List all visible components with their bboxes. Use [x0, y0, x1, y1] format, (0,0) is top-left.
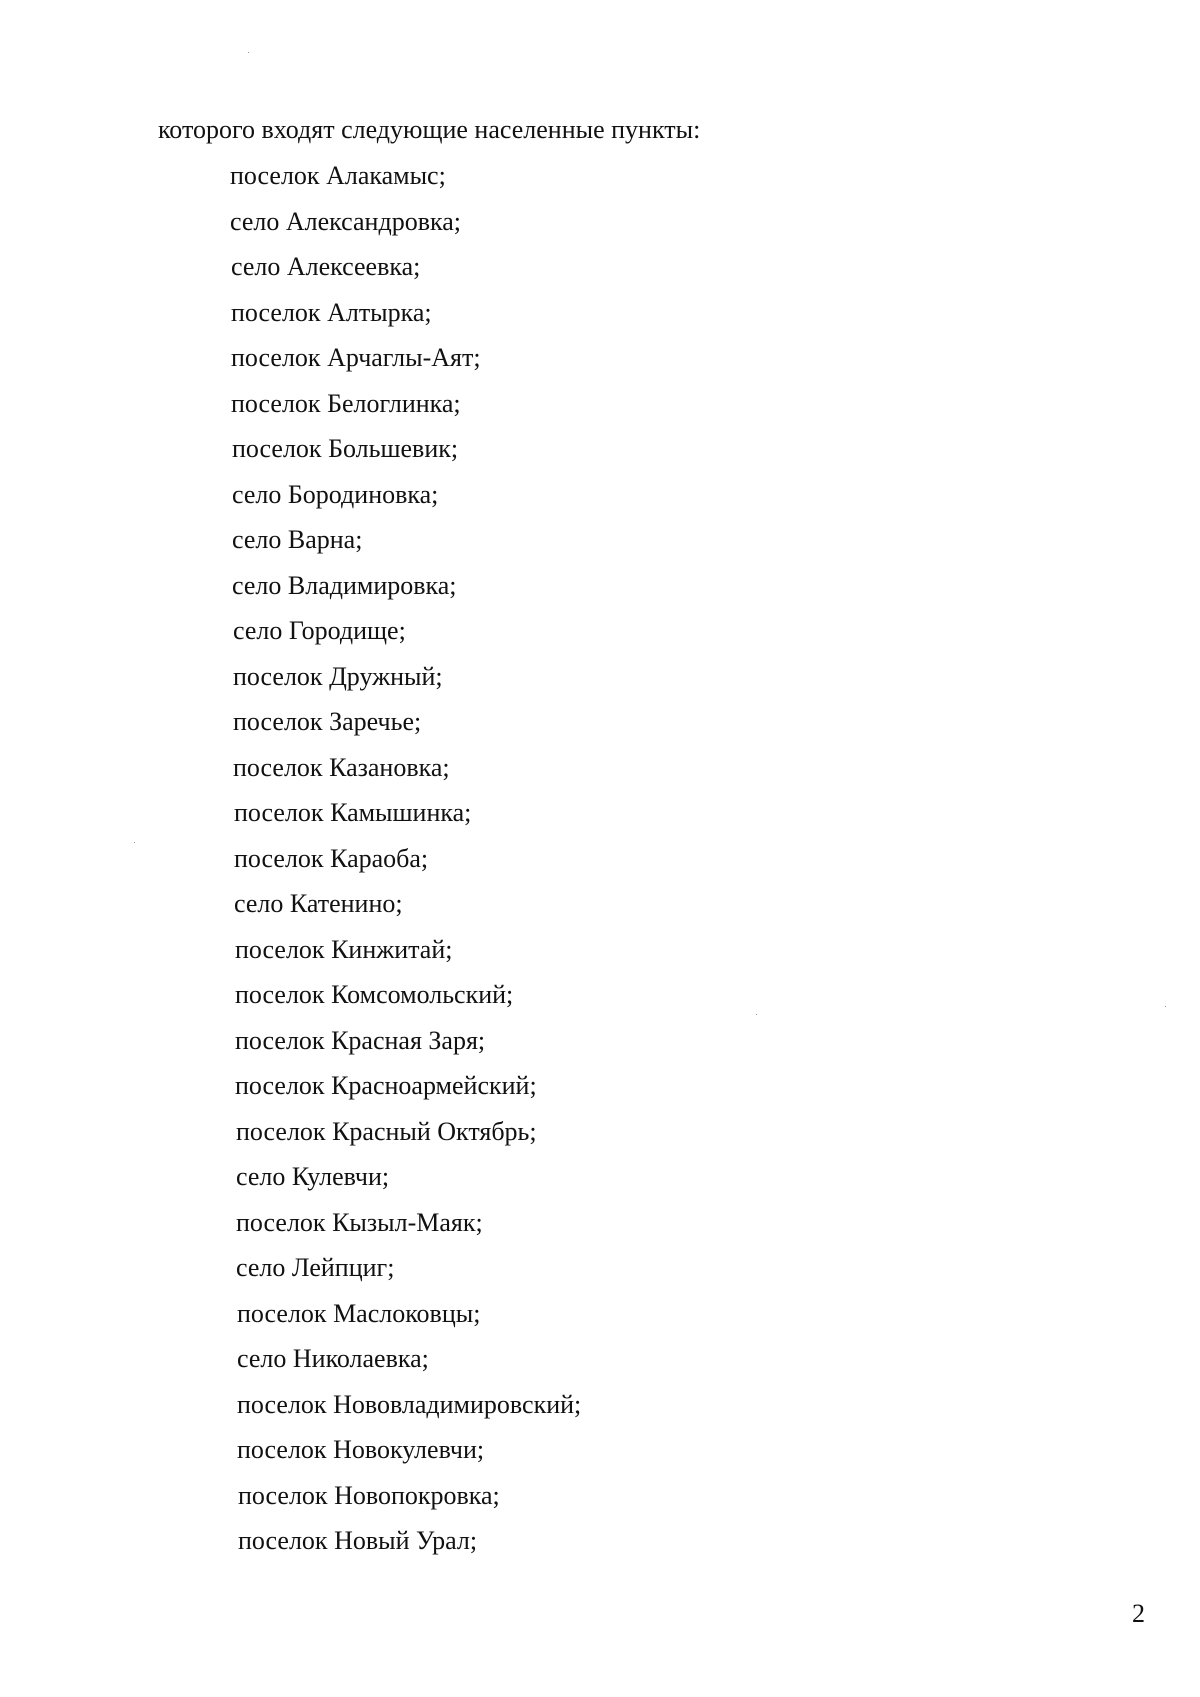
list-item: поселок Красный Октябрь; [236, 1116, 537, 1146]
list-item: поселок Кинжитай; [235, 934, 453, 964]
list-item: поселок Кызыл-Маяк; [236, 1207, 483, 1237]
list-item: поселок Новокулевчи; [237, 1435, 485, 1464]
list-item: село Александровка; [230, 206, 461, 236]
list-item: поселок Красная Заря; [235, 1025, 486, 1055]
scan-speck [248, 52, 249, 53]
scan-speck [134, 842, 135, 843]
list-item: поселок Караоба; [234, 843, 429, 873]
list-item: поселок Дружный; [233, 661, 443, 691]
list-item: село Бородиновка; [232, 479, 439, 509]
list-item: поселок Нововладимировский; [237, 1389, 582, 1419]
list-item: поселок Казановка; [233, 752, 450, 782]
list-item: поселок Алтырка; [231, 297, 432, 327]
list-item: поселок Большевик; [232, 434, 459, 463]
list-item: село Кулевчи; [236, 1162, 390, 1191]
list-item: поселок Белоглинка; [231, 388, 461, 418]
list-item: село Владимировка; [232, 570, 457, 600]
scan-speck [1165, 1006, 1166, 1007]
list-item: поселок Красноармейский; [235, 1071, 537, 1100]
page-number: 2 [1132, 1599, 1145, 1628]
list-item: поселок Комсомольский; [235, 980, 514, 1009]
scan-speck [756, 1014, 757, 1015]
list-item: село Николаевка; [237, 1344, 429, 1373]
list-item: село Городище; [233, 616, 406, 645]
list-item: поселок Алакамыс; [230, 161, 446, 190]
list-item: село Катенино; [234, 889, 403, 918]
list-item: село Варна; [232, 525, 363, 554]
list-item: поселок Заречье; [233, 707, 422, 736]
list-item: село Алексеевка; [231, 252, 421, 281]
list-item: поселок Новый Урал; [238, 1526, 478, 1555]
list-item: поселок Новопокровка; [238, 1480, 500, 1510]
list-item: село Лейпциг; [236, 1253, 395, 1282]
list-item: поселок Камышинка; [234, 798, 472, 827]
intro-text: которого входят следующие населенные пункты: [158, 115, 701, 144]
list-item: поселок Арчаглы-Аят; [231, 343, 481, 372]
list-item: поселок Маслоковцы; [237, 1298, 481, 1328]
